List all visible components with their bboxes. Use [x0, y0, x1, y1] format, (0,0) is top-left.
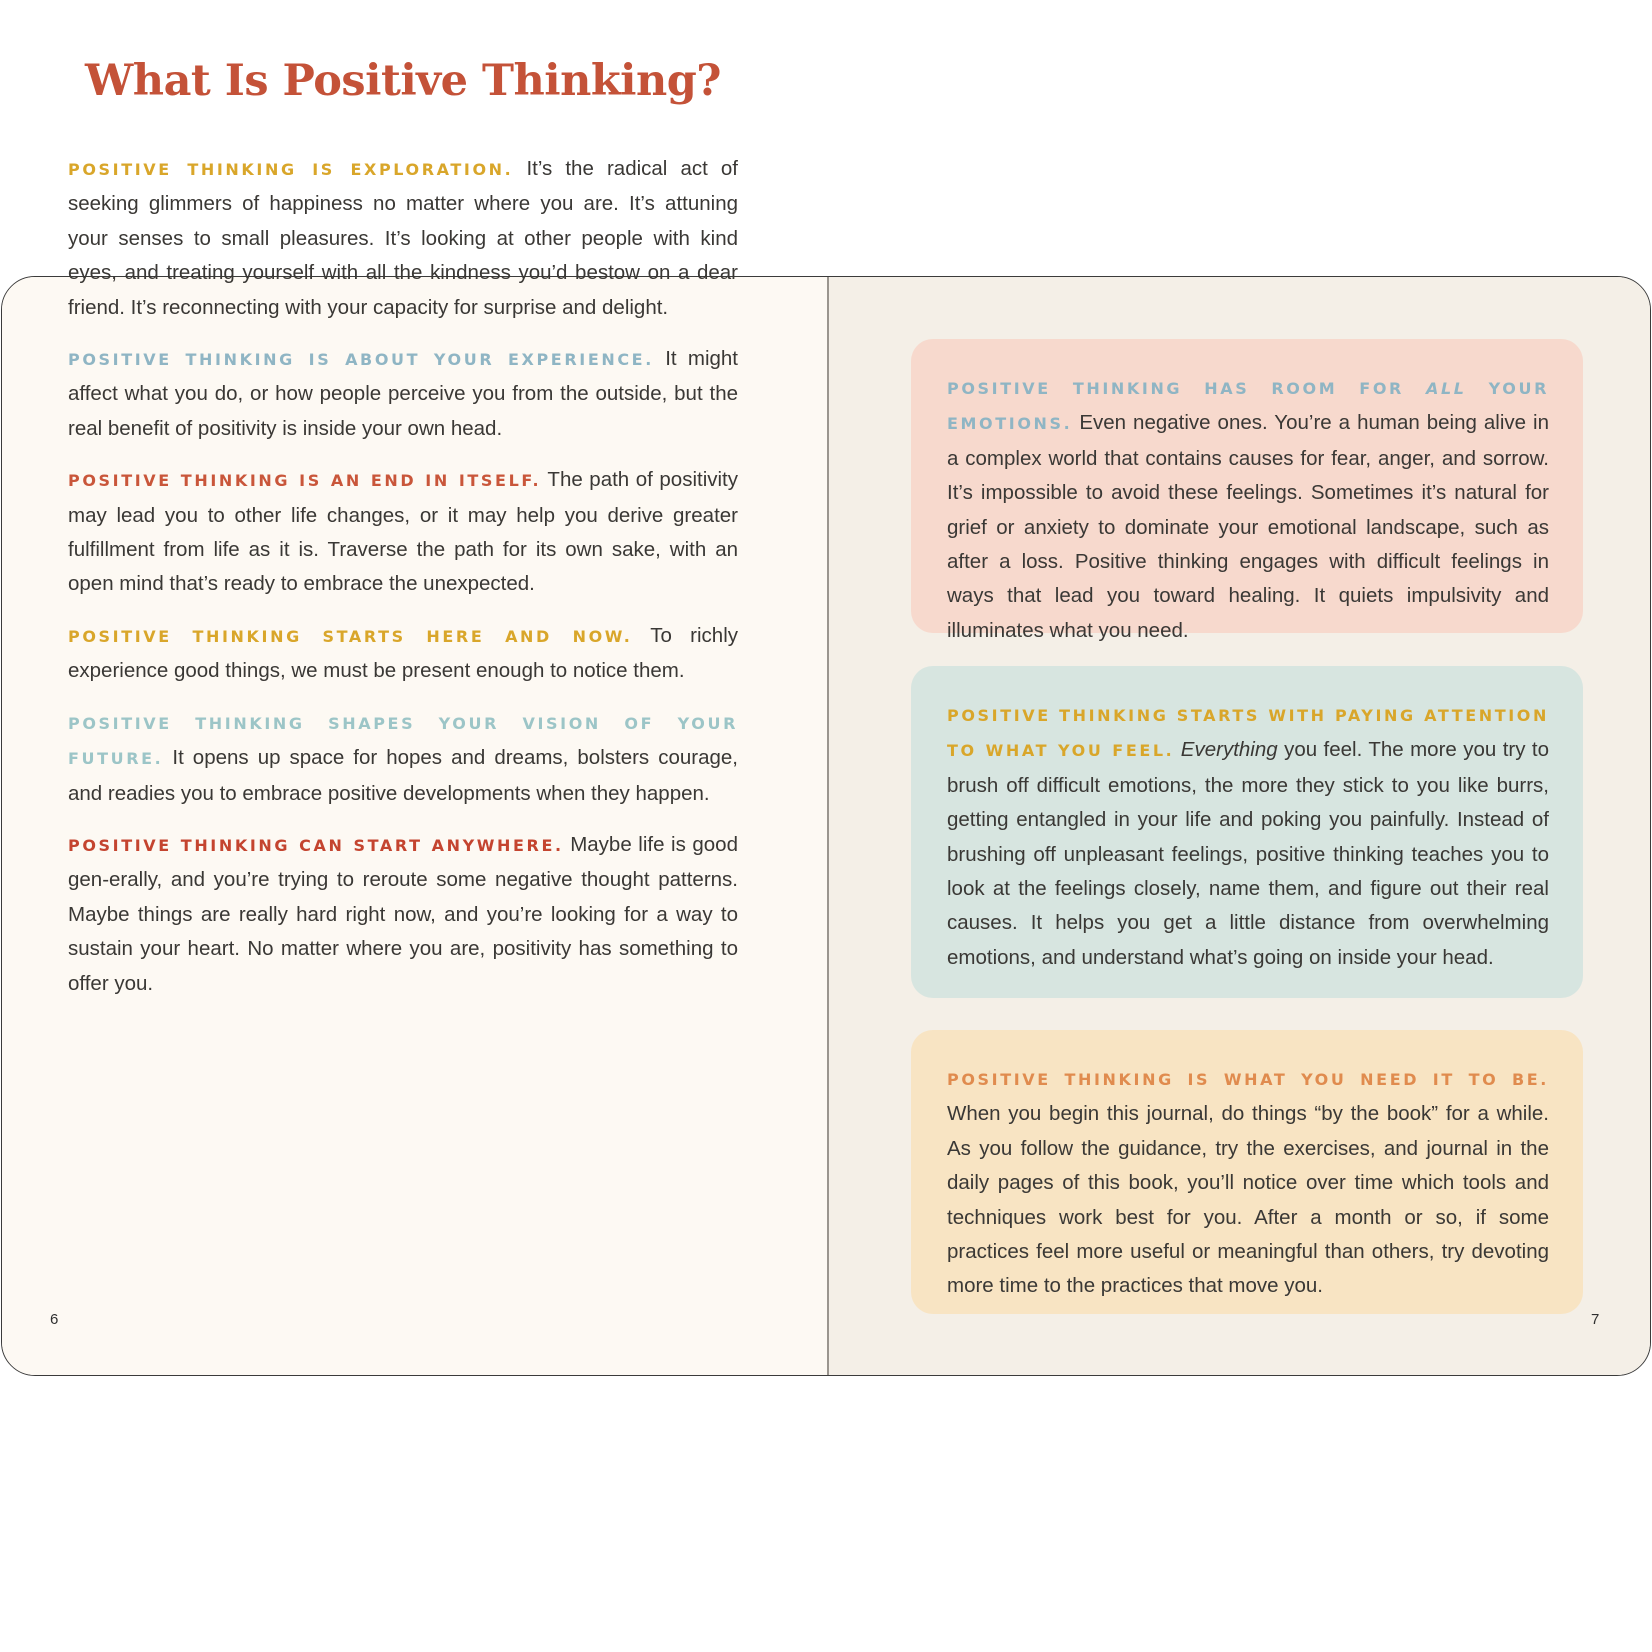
callout-text: Even negative ones. You’re a human being alive in a complex world that contains causes for fear, anger, and sorrow. It’s impossible to avoid these feelings. Sometimes it’s natural for grief or anxiety to dominate your emotional landscape, such as after a loss. Positive thinking engages with difficult feelings in ways that lead you toward healing. It quiets impulsivity and illuminates what you need. [947, 411, 1549, 642]
callout-lead-part: POSITIVE THINKING HAS ROOM FOR [947, 379, 1404, 398]
callout-paragraph [947, 1062, 1549, 1304]
callout-box-attention [911, 666, 1583, 998]
callout-emphasis: Everything [1180, 738, 1278, 762]
paragraph-end-in-itself [68, 463, 738, 602]
callout-box-emotions [911, 339, 1583, 642]
page-number-left: 6 [50, 1311, 59, 1328]
book-gutter [827, 277, 829, 1375]
paragraph-here-and-now [68, 619, 738, 689]
paragraph-exploration [68, 152, 738, 325]
left-column [68, 152, 738, 1018]
paragraph-text: Maybe life is good gen-erally, and you’re trying to reroute some negative thought patterns. Maybe things are really hard right now, and you’re looking for a way to sustain your heart. No matter where you are, positivity has something to offer you. [68, 832, 738, 995]
paragraph-text: It’s the radical act of seeking glimmers of happiness no matter where you are. It’s attuning your senses to small pleasures. It’s looking at other people with kind eyes, and treating yourself with all the kindness you’d bestow on a dear friend. It’s reconnecting with your capacity for surprise and delight. [68, 157, 738, 319]
paragraph-text: The path of positivity may lead you to other life changes, or it may help you derive greater fulfillment from life as it is. Traverse the path for its own sake, with an open mind that’s ready to embrace the unexpected. [68, 468, 738, 596]
paragraph-text: It opens up space for hopes and dreams, bolsters courage, and readies you to embrace positive developments when they happen. [68, 746, 738, 805]
paragraph-lead: POSITIVE THINKING STARTS HERE AND NOW. [68, 626, 633, 646]
callout-paragraph [947, 698, 1549, 975]
callout-text: you feel. The more you try to brush off difficult emotions, the more they stick to you like burrs, getting entangled in your life and poking you painfully. Instead of brushing off unpleasant feelings, positive thinking teaches you to look at the feelings closely, name them, and figure out their real causes. It helps you get a little distance from overwhelming emotions, and understand what’s going on inside your head. [947, 738, 1549, 969]
callout-text: When you begin this journal, do things “by the book” for a while. As you follow the guidance, try the exercises, and journal in the daily pages of this book, you’ll notice over time which tools and techniques work best for you. After a month or so, if some practices feel more useful or meaningful than others, try devoting more time to the practices that move you. [947, 1102, 1549, 1298]
callout-lead: POSITIVE THINKING STARTS WITH PAYING ATTENTION TO WHAT YOU FEEL. [947, 706, 1549, 761]
page-title: What Is Positive Thinking? [85, 56, 721, 106]
paragraph-experience [68, 342, 738, 446]
callout-paragraph [947, 371, 1549, 648]
callout-lead-part: YOUR EMOTIONS. [947, 379, 1549, 434]
callout-lead-emphasis: ALL [1426, 379, 1467, 398]
paragraph-lead: POSITIVE THINKING SHAPES YOUR VISION OF YOUR FUTURE. [68, 713, 738, 769]
paragraph-lead: POSITIVE THINKING CAN START ANYWHERE. [68, 835, 564, 855]
page-number-right: 7 [1591, 1311, 1600, 1328]
callout-lead: POSITIVE THINKING IS WHAT YOU NEED IT TO BE. [947, 1070, 1549, 1089]
paragraph-lead: POSITIVE THINKING IS EXPLORATION. [68, 160, 514, 179]
paragraph-text: It might affect what you do, or how people perceive you from the outside, but the real benefit of positivity is inside your own head. [68, 347, 738, 440]
paragraph-lead: POSITIVE THINKING IS ABOUT YOUR EXPERIENCE. [68, 350, 654, 370]
callout-box-what-you-need [911, 1030, 1583, 1314]
paragraph-lead: POSITIVE THINKING IS AN END IN ITSELF. [68, 471, 542, 491]
paragraph-text: To richly experience good things, we must be present enough to notice them. [68, 623, 739, 683]
paragraph-future-vision [68, 706, 738, 811]
paragraph-start-anywhere [68, 828, 738, 1001]
